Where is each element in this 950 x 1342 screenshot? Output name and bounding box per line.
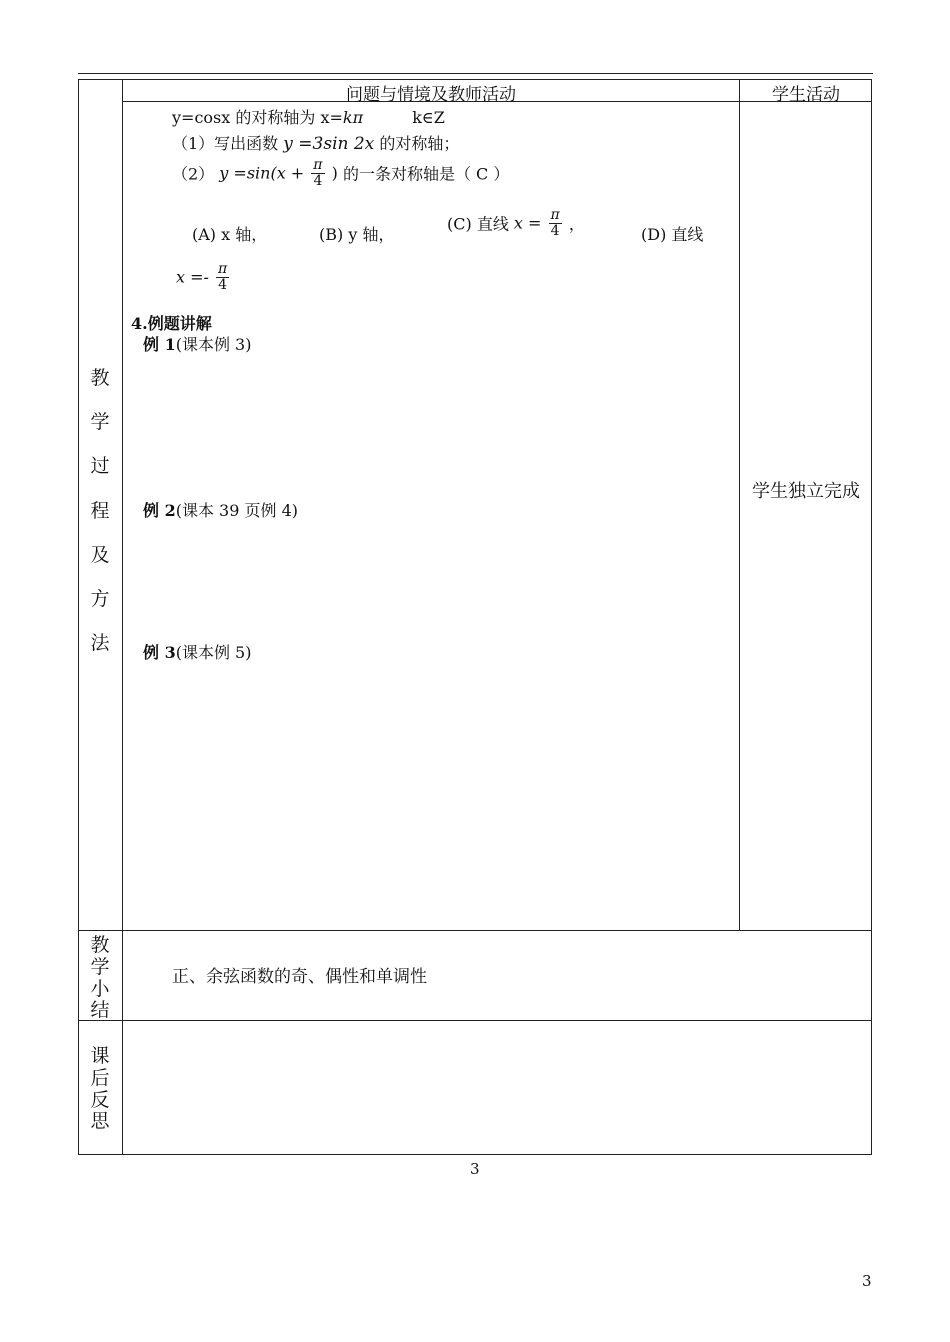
process-label-char: 法 [90, 632, 110, 654]
summary-text: 正、余弦函数的奇、偶性和单调性 [172, 967, 427, 987]
question-1: （1）写出函数 y =3sin 2x 的对称轴； [172, 134, 460, 154]
option-c: (C) 直线 x = $\frac{\pi}{4}$ ， [447, 207, 585, 239]
fraction-pi-over-4: $\frac{\pi}{4}$ [313, 157, 323, 189]
page-number-corner: 3 [862, 1272, 872, 1290]
question-2: （2） y =sin(x + $\frac{\pi}{4}$ ) 的一条对称轴是（ C ） [172, 157, 510, 189]
option-d-formula: x =- $\frac{\pi}{4}$ [176, 261, 228, 293]
option-b: (B) y 轴， [319, 225, 395, 244]
example-1: 例 1(课本例 3) [143, 335, 252, 354]
process-label-char: 教 [90, 367, 110, 389]
summary-label-char: 学 [90, 956, 110, 978]
top-rule [78, 73, 873, 74]
student-activity-text: 学生独立完成 [752, 481, 860, 502]
header-student: 学生活动 [772, 85, 840, 105]
page-number: 3 [470, 1160, 480, 1178]
process-label-char: 及 [90, 544, 110, 566]
option-d: (D) 直线 [641, 225, 704, 244]
fraction-pi-over-4: $\frac{\pi}{4}$ [550, 207, 560, 239]
reflection-label-char: 反 [90, 1089, 110, 1111]
header-main: 问题与情境及教师活动 [346, 85, 516, 105]
process-label-char: 方 [90, 588, 110, 610]
summary-label-char: 教 [90, 934, 110, 956]
summary-divider [78, 1020, 872, 1021]
reflection-label-char: 后 [90, 1067, 110, 1089]
summary-label-char: 结 [90, 999, 110, 1021]
reflection-label-char: 课 [90, 1045, 110, 1067]
example-3: 例 3(课本例 5) [143, 643, 252, 662]
fraction-pi-over-4: $\frac{\pi}{4}$ [218, 261, 228, 293]
reflection-label-char: 思 [90, 1110, 110, 1132]
col-divider-label [122, 79, 123, 1155]
summary-label-char: 小 [90, 978, 110, 1000]
example-2: 例 2(课本 39 页例 4) [143, 501, 299, 520]
section-heading: 4.例题讲解 [131, 314, 212, 333]
process-label-char: 程 [90, 500, 110, 522]
process-label-char: 学 [90, 411, 110, 433]
process-divider [78, 930, 872, 931]
process-label-char: 过 [90, 455, 110, 477]
col-divider-student [739, 79, 740, 931]
option-a: (A) x 轴， [192, 225, 268, 244]
symmetry-axis-line: y=cosx 的对称轴为 x=kπ k∈Z [172, 108, 445, 127]
